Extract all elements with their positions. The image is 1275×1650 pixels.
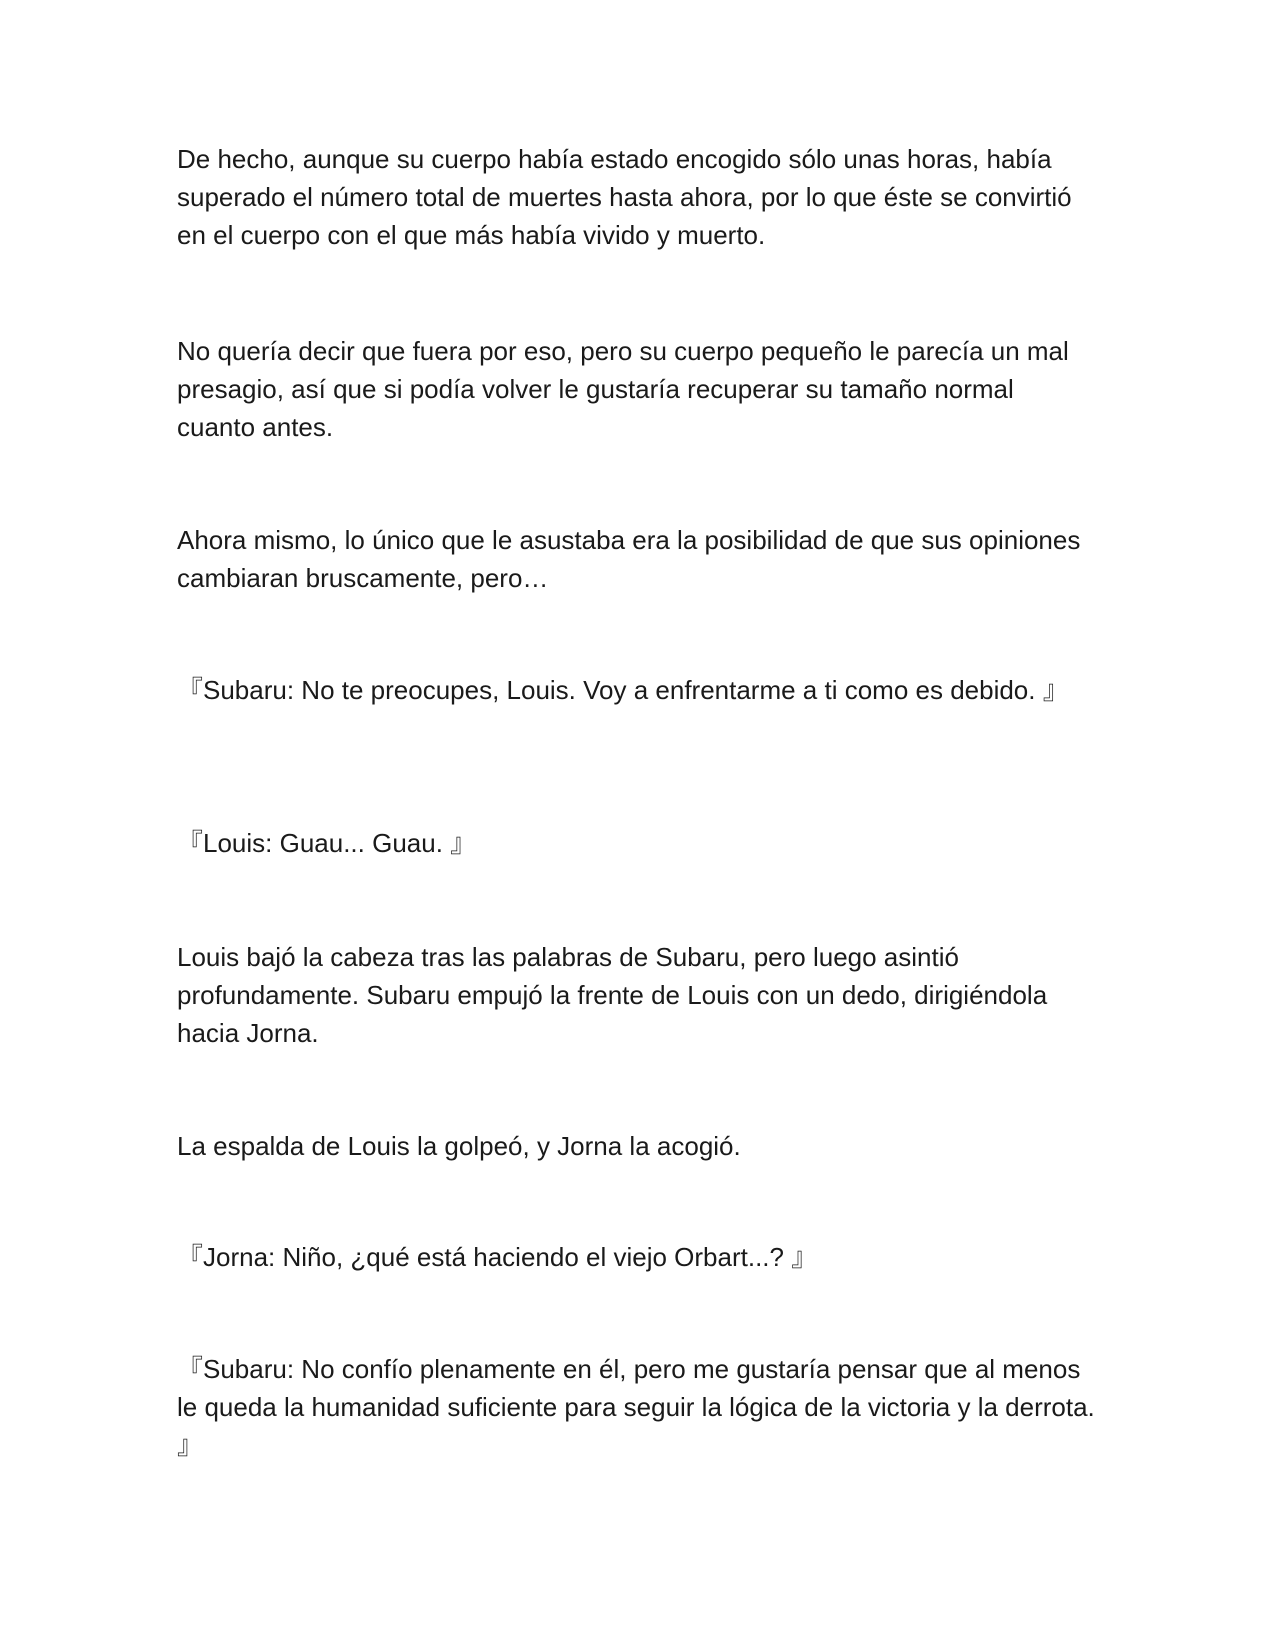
paragraph-body-louis-nods: Louis bajó la cabeza tras las palabras de Subaru, pero luego asintió profundamente. Subaru empujó la frente de Louis con un dedo, dirigiéndola hacia Jorna. (177, 942, 1048, 1048)
dialogue-subaru-1: 『Subaru: No te preocupes, Louis. Voy a enfrentarme a ti como es debido. 』 (177, 675, 1069, 705)
paragraph-body-shrunken: De hecho, aunque su cuerpo había estado encogido sólo unas horas, había superado el número total de muertes hasta ahora, por lo que éste se convirtió en el cuerpo con el que más había vivido y muerto. (177, 144, 1072, 250)
paragraph-body-fear: Ahora mismo, lo único que le asustaba era la posibilidad de que sus opiniones cambiaran bruscamente, pero… (177, 525, 1081, 593)
paragraph-body-omen: No quería decir que fuera por eso, pero su cuerpo pequeño le parecía un mal presagio, así que si podía volver le gustaría recuperar su tamaño normal cuanto antes. (177, 336, 1069, 442)
dialogue-jorna: 『Jorna: Niño, ¿qué está haciendo el viejo Orbart...? 』 (177, 1242, 818, 1272)
dialogue-louis: 『Louis: Guau... Guau. 』 (177, 828, 477, 858)
dialogue-subaru-2: 『Subaru: No confío plenamente en él, pero me gustaría pensar que al menos le queda la humanidad suficiente para seguir la lógica de la victoria y la derrota. 』 (177, 1354, 1095, 1460)
paragraph-body-jorna: La espalda de Louis la golpeó, y Jorna la acogió. (177, 1131, 741, 1161)
